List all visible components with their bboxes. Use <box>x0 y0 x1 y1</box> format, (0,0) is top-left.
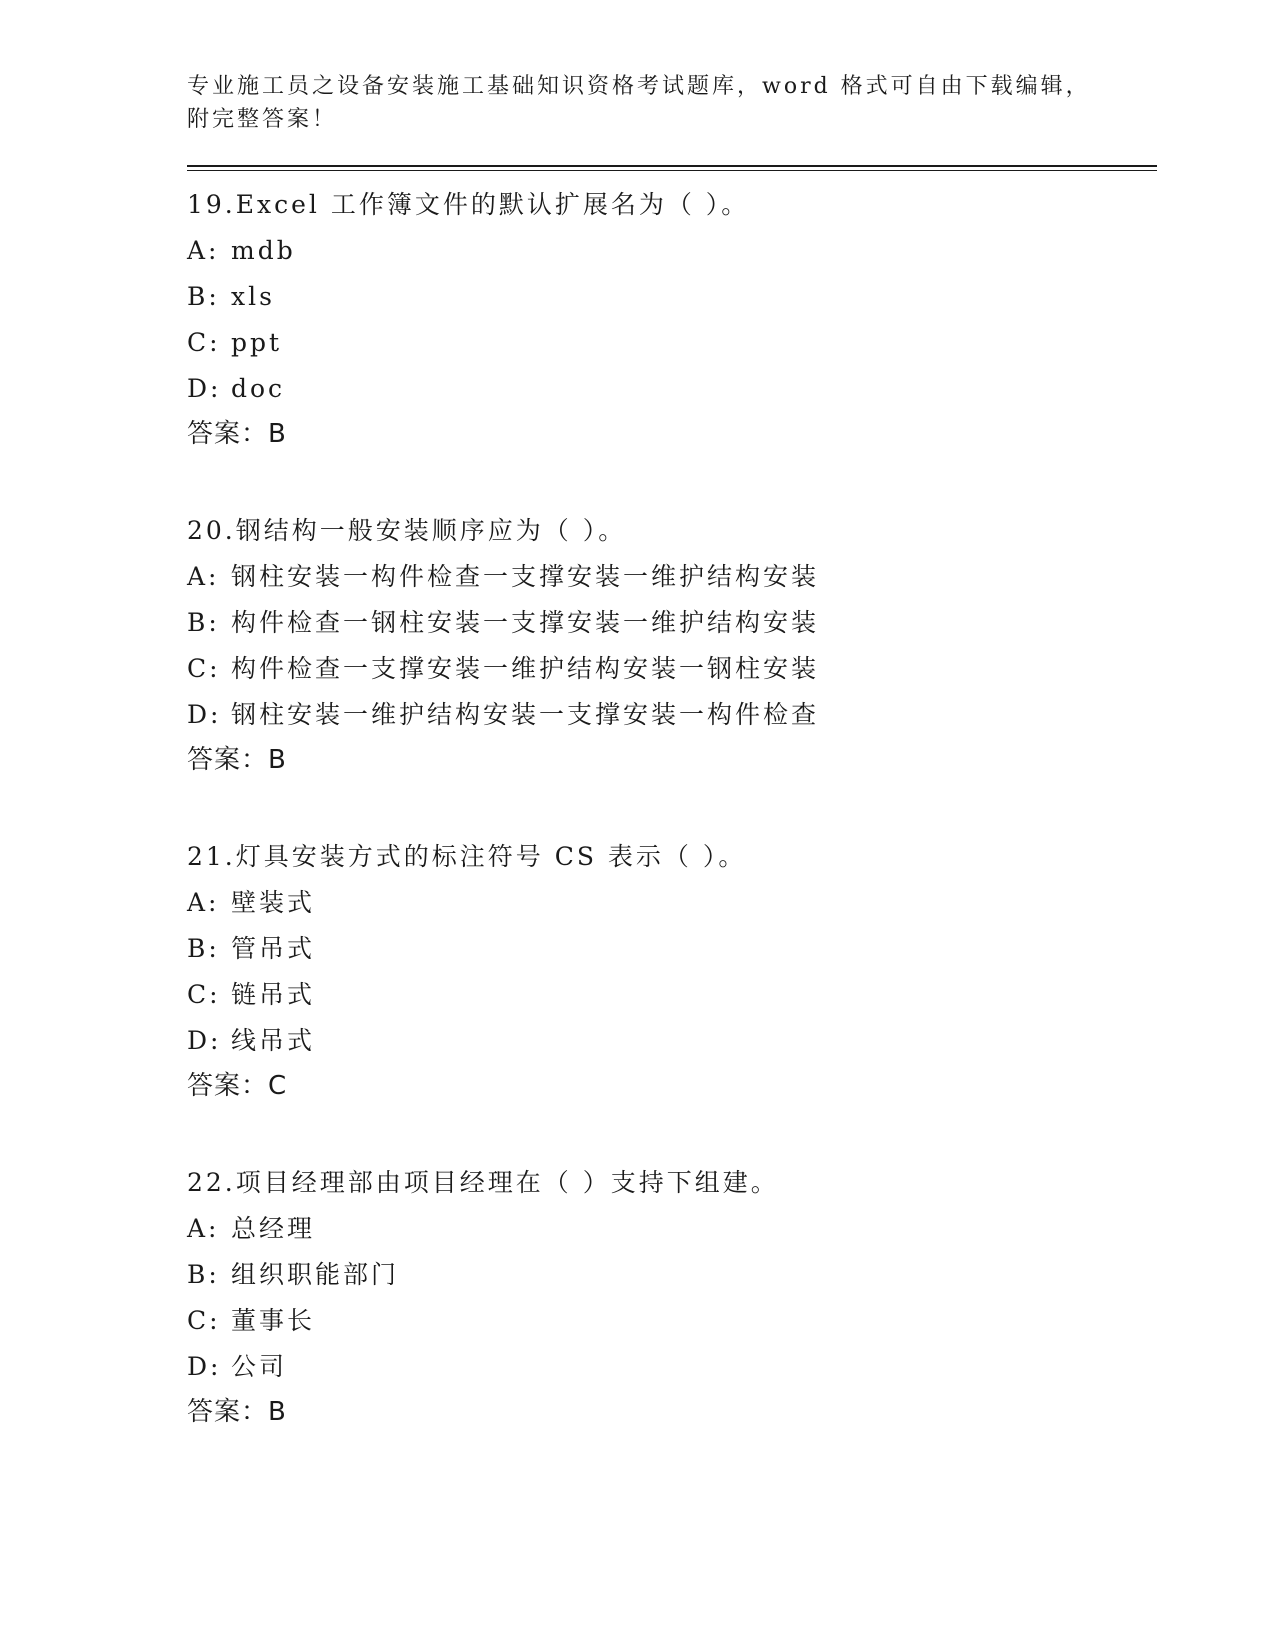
option-b <box>187 1252 1157 1298</box>
document-page <box>187 70 1157 1434</box>
option-b <box>187 926 1157 972</box>
option-a <box>187 554 1157 600</box>
option-d <box>187 366 1157 412</box>
question-list <box>187 182 1157 1434</box>
header-divider <box>187 165 1157 171</box>
option-text: 管吊式 <box>231 934 316 963</box>
option-text: 壁装式 <box>231 888 316 917</box>
option-text: 总经理 <box>231 1214 316 1243</box>
option-text: 组织职能部门 <box>231 1260 400 1289</box>
option-letter: B: <box>187 282 220 311</box>
option-letter: A: <box>187 888 220 917</box>
question-20 <box>187 508 1157 782</box>
option-d <box>187 1018 1157 1064</box>
option-letter: D: <box>187 1026 222 1055</box>
option-text: 链吊式 <box>231 980 316 1009</box>
header-line-2: 附完整答案！ <box>187 107 338 132</box>
option-text: xls <box>231 282 275 311</box>
option-text: doc <box>231 374 286 403</box>
option-a <box>187 1206 1157 1252</box>
answer-line: 答案：C <box>187 1071 288 1101</box>
option-c <box>187 1298 1157 1344</box>
option-a <box>187 228 1157 274</box>
option-b <box>187 600 1157 646</box>
option-letter: B: <box>187 608 220 637</box>
option-text: ppt <box>231 328 283 357</box>
option-letter: C: <box>187 980 221 1009</box>
question-stem: 22.项目经理部由项目经理在（ ）支持下组建。 <box>187 1168 779 1197</box>
answer-line: 答案：B <box>187 745 287 775</box>
option-text: 构件检查一支撑安装一维护结构安装一钢柱安装 <box>231 654 820 683</box>
option-text: 公司 <box>231 1352 288 1381</box>
option-text: 线吊式 <box>231 1026 316 1055</box>
option-text: 董事长 <box>231 1306 316 1335</box>
document-header <box>187 70 1157 136</box>
option-letter: C: <box>187 654 221 683</box>
option-a <box>187 880 1157 926</box>
question-22 <box>187 1160 1157 1434</box>
question-stem: 21.灯具安装方式的标注符号 CS 表示（ ）。 <box>187 842 747 871</box>
option-c <box>187 646 1157 692</box>
option-letter: D: <box>187 700 222 729</box>
option-text: 钢柱安装一维护结构安装一支撑安装一构件检查 <box>231 700 820 729</box>
option-letter: C: <box>187 328 221 357</box>
question-stem: 19.Excel 工作簿文件的默认扩展名为（ ）。 <box>187 190 750 219</box>
answer-line: 答案：B <box>187 1397 287 1427</box>
question-21 <box>187 834 1157 1108</box>
option-c <box>187 972 1157 1018</box>
option-b <box>187 274 1157 320</box>
option-c <box>187 320 1157 366</box>
option-letter: A: <box>187 236 220 265</box>
option-letter: A: <box>187 562 220 591</box>
option-letter: D: <box>187 374 222 403</box>
option-text: 构件检查一钢柱安装一支撑安装一维护结构安装 <box>231 608 820 637</box>
header-line-1: 专业施工员之设备安装施工基础知识资格考试题库，word 格式可自由下载编辑， <box>187 74 1091 99</box>
option-letter: A: <box>187 1214 220 1243</box>
option-d <box>187 1344 1157 1390</box>
answer-line: 答案：B <box>187 419 287 449</box>
question-19 <box>187 182 1157 456</box>
option-text: mdb <box>231 236 296 265</box>
option-d <box>187 692 1157 738</box>
option-letter: B: <box>187 1260 220 1289</box>
option-letter: B: <box>187 934 220 963</box>
option-letter: C: <box>187 1306 221 1335</box>
option-letter: D: <box>187 1352 222 1381</box>
option-text: 钢柱安装一构件检查一支撑安装一维护结构安装 <box>231 562 820 591</box>
question-stem: 20.钢结构一般安装顺序应为（ ）。 <box>187 516 627 545</box>
